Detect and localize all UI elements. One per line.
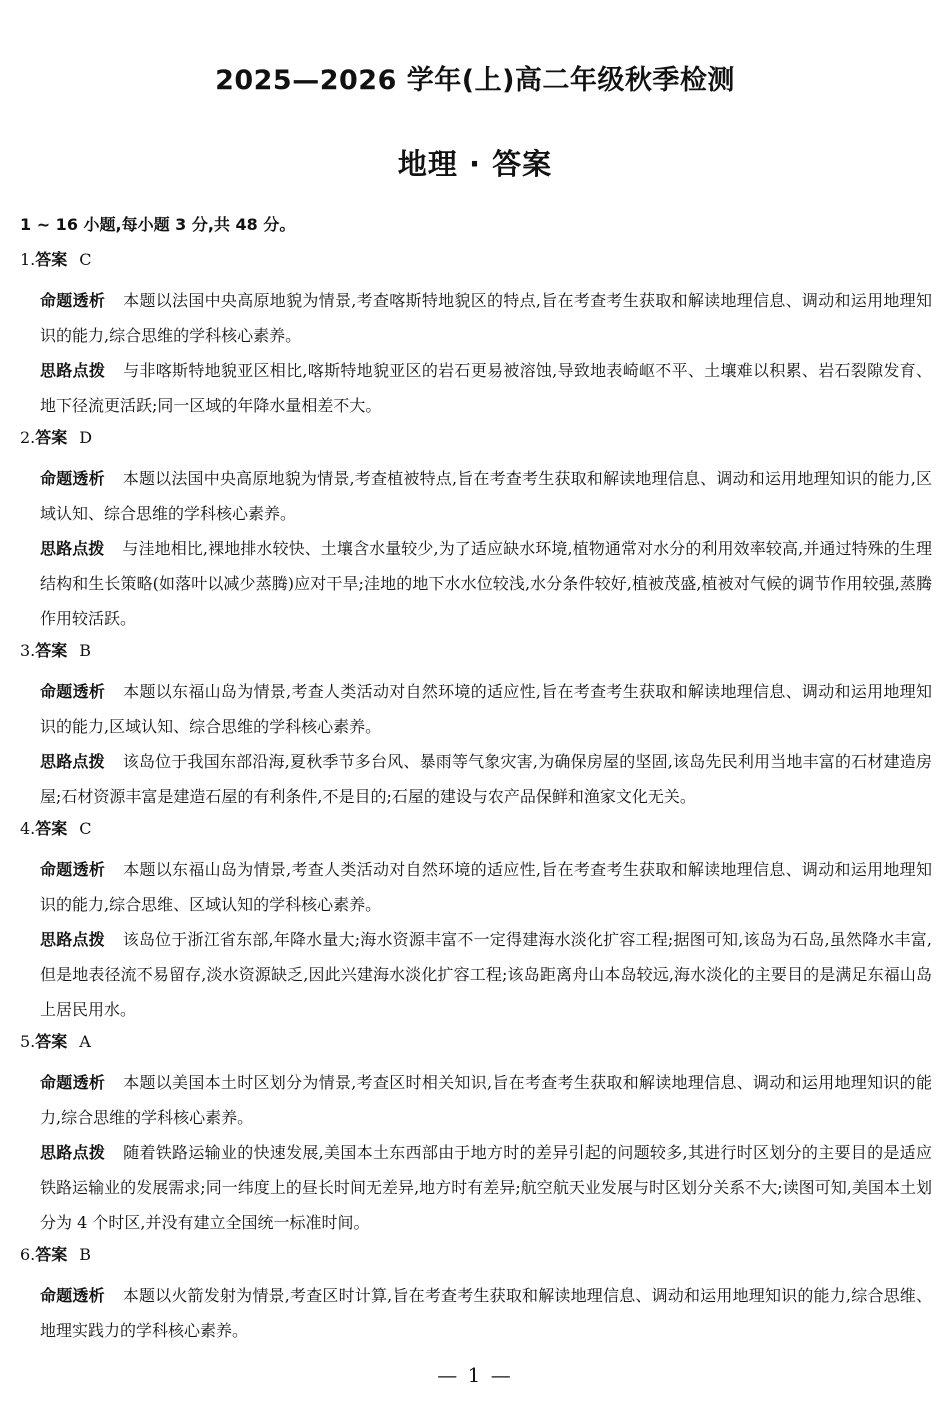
question-2-analysis: 命题透析 本题以法国中央高原地貌为情景,考查植被特点,旨在考查考生获取和解读地理信息、调动和运用地理知识的能力,区域认知、综合思维的学科核心素养。 xyxy=(40,469,932,523)
question-5-guide: 思路点拨 随着铁路运输业的快速发展,美国本土东西部由于地方时的差异引起的问题较多,其进行时区划分的主要目的是适应铁路运输业的发展需求;同一纬度上的昼长时间无差异,地方时有差异;航空航天业发展与时区划分关系不大;读图可知,美国本土划分为 4 个时区,并没有建立全国统一标准时间。 xyxy=(40,1143,932,1232)
document-subtitle: 地理 · 答案 xyxy=(397,147,553,181)
question-5-answer: 5.答案 A xyxy=(20,1032,91,1051)
question-3-analysis: 命题透析 本题以东福山岛为情景,考查人类活动对自然环境的适应性,旨在考查考生获取和解读地理信息、调动和运用地理知识的能力,区域认知、综合思维的学科核心素养。 xyxy=(40,682,932,736)
question-1-guide: 思路点拨 与非喀斯特地貌亚区相比,喀斯特地貌亚区的岩石更易被溶蚀,导致地表崎岖不平、土壤难以积累、岩石裂隙发育、地下径流更活跃;同一区域的年降水量相差不大。 xyxy=(40,361,932,415)
question-1-answer: 1.答案 C xyxy=(20,250,92,269)
question-5-analysis: 命题透析 本题以美国本土时区划分为情景,考查区时相关知识,旨在考查考生获取和解读地理信息、调动和运用地理知识的能力,综合思维的学科核心素养。 xyxy=(40,1073,932,1127)
question-4-answer: 4.答案 C xyxy=(20,819,92,838)
question-6-answer: 6.答案 B xyxy=(20,1245,92,1264)
answer-content xyxy=(20,213,932,1348)
question-2-answer: 2.答案 D xyxy=(20,428,93,447)
question-4-analysis: 命题透析 本题以东福山岛为情景,考查人类活动对自然环境的适应性,旨在考查考生获取和解读地理信息、调动和运用地理知识的能力,综合思维、区域认知的学科核心素养。 xyxy=(40,860,932,914)
question-1-analysis: 命题透析 本题以法国中央高原地貌为情景,考查喀斯特地貌区的特点,旨在考查考生获取和解读地理信息、调动和运用地理知识的能力,综合思维的学科核心素养。 xyxy=(40,291,932,345)
question-2-guide: 思路点拨 与洼地相比,裸地排水较快、土壤含水量较少,为了适应缺水环境,植物通常对水分的利用效率较高,并通过特殊的生理结构和生长策略(如落叶以减少蒸腾)应对干旱;洼地的地下水水位较浅,水分条件较好,植被茂盛,植被对气候的调节作用较强,蒸腾作用较活跃。 xyxy=(40,539,932,628)
section-intro: 1 ~ 16 小题,每小题 3 分,共 48 分。 xyxy=(20,215,296,234)
document-title: 2025—2026 学年(上)高二年级秋季检测 xyxy=(215,65,735,96)
question-4-guide: 思路点拨 该岛位于浙江省东部,年降水量大;海水资源丰富不一定得建海水淡化扩容工程;据图可知,该岛为石岛,虽然降水丰富,但是地表径流不易留存,淡水资源缺乏,因此兴建海水淡化扩容工程;该岛距离舟山本岛较远,海水淡化的主要目的是满足东福山岛上居民用水。 xyxy=(40,930,932,1019)
question-3-answer: 3.答案 B xyxy=(20,641,92,660)
question-3-guide: 思路点拨 该岛位于我国东部沿海,夏秋季节多台风、暴雨等气象灾害,为确保房屋的坚固,该岛先民利用当地丰富的石材建造房屋;石材资源丰富是建造石屋的有利条件,不是目的;石屋的建设与农产品保鲜和渔家文化无关。 xyxy=(40,752,932,806)
page-number: — 1 — xyxy=(437,1363,513,1387)
question-6-analysis: 命题透析 本题以火箭发射为情景,考查区时计算,旨在考查考生获取和解读地理信息、调动和运用地理知识的能力,综合思维、地理实践力的学科核心素养。 xyxy=(40,1286,932,1340)
